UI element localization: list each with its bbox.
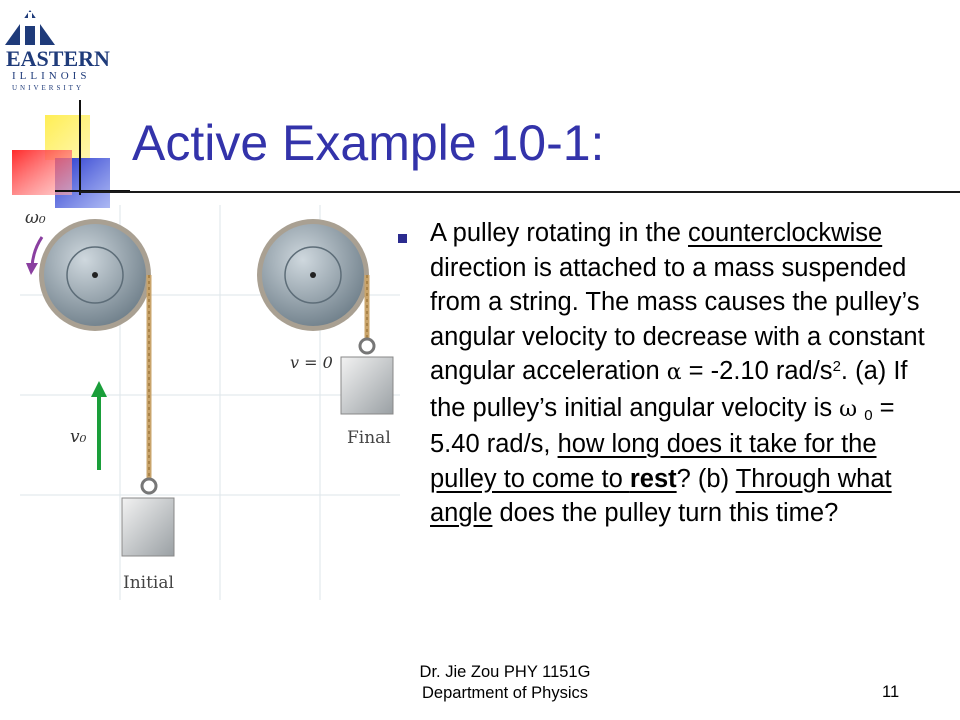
omega0-label: ω₀ (25, 208, 46, 228)
text-run: does the pulley turn this time? (492, 499, 839, 527)
final-pulley (257, 219, 369, 331)
castle-icon (0, 0, 100, 50)
initial-label: Initial (123, 573, 174, 593)
text-run: . (a) If the pulley’s initial angular velocity is (430, 357, 908, 422)
initial-pulley (39, 219, 151, 331)
bullet-marker (398, 234, 407, 243)
title-rule (80, 191, 960, 193)
logo-illinois: ILLINOIS (12, 70, 91, 82)
underlined-rest: rest (629, 464, 677, 493)
text-run: = -2.10 rad/s (681, 357, 833, 385)
v-zero-label: v = 0 (290, 353, 333, 372)
footer-department: Department of Physics (422, 684, 588, 702)
pulley-figure (20, 205, 400, 600)
superscript: 2 (832, 358, 841, 375)
final-label: Final (347, 428, 391, 448)
page-number: 11 (882, 683, 900, 701)
university-logo (0, 0, 110, 100)
footer (0, 662, 960, 704)
subscript: 0 (864, 406, 873, 424)
underlined-question-b: Through what angle (430, 464, 892, 527)
bullet-text (430, 216, 942, 531)
v0-label: v₀ (70, 427, 87, 447)
text-run: ? (b) (676, 464, 736, 493)
footer-author: Dr. Jie Zou PHY 1151G (419, 663, 591, 681)
underlined-counterclockwise: counterclockwise (688, 219, 883, 247)
text-run: direction is attached to a mass suspended from a string. The mass causes the pulley’s angular velocity to decrease with a constant angular acceleration (430, 253, 925, 385)
text-run: = 5.40 rad/s, (430, 393, 895, 458)
omega-symbol: ω (839, 396, 858, 422)
alpha-symbol: α (666, 360, 682, 385)
underlined-question-a: how long does it take for the pulley to come to (430, 430, 877, 493)
logo-university: UNIVERSITY (12, 84, 84, 92)
decorative-squares (0, 100, 130, 210)
text-run: A pulley rotating in the (430, 219, 689, 247)
slide-title: Active Example 10-1: (132, 115, 605, 171)
logo-eastern: EASTERN (6, 46, 110, 71)
